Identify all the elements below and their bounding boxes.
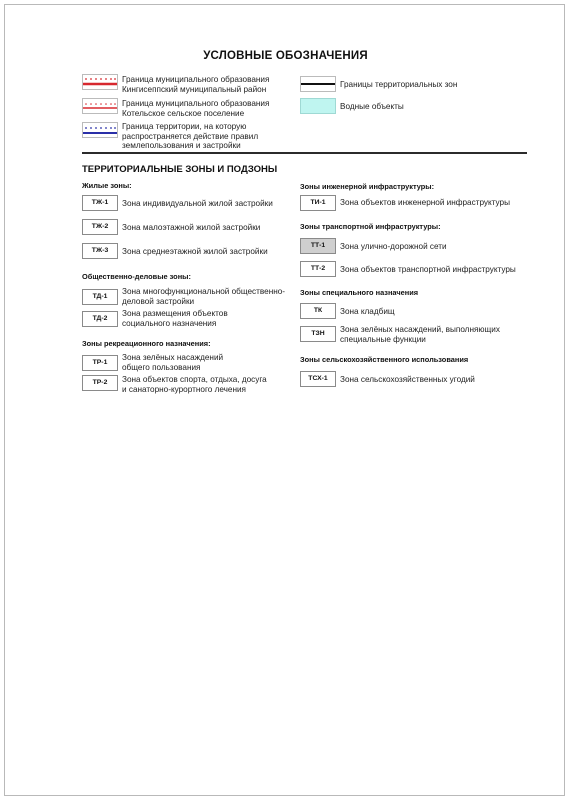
zone-description: Зона малоэтажной жилой застройки <box>122 223 261 232</box>
zone-description: Зона объектов инженерной инфраструктуры <box>340 198 510 207</box>
settlement-boundary-symbol <box>82 98 118 114</box>
zone-description: Зона размещения объектов социального назначения <box>122 309 228 328</box>
zone-description: Зона многофункциональной общественно- деловой застройки <box>122 287 286 306</box>
zone-description: Зона зелёных насаждений, выполняющих специальные функции <box>340 325 500 344</box>
group-heading: Зоны рекреационного назначения: <box>82 339 211 348</box>
group-heading: Жилые зоны: <box>82 181 132 190</box>
zone-code-box: ТЗН <box>300 326 336 342</box>
water-bodies-symbol <box>300 98 336 114</box>
pzz-territory-boundary-symbol <box>82 122 118 138</box>
zone-description: Зона кладбищ <box>340 307 395 316</box>
zone-code-box: ТР-2 <box>82 375 118 391</box>
section-divider <box>82 152 527 154</box>
zones-section-title: ТЕРРИТОРИАЛЬНЫЕ ЗОНЫ И ПОДЗОНЫ <box>82 164 278 175</box>
zone-code-box: ТТ-2 <box>300 261 336 277</box>
zone-code-box: ТИ-1 <box>300 195 336 211</box>
group-heading: Зоны транспортной инфраструктуры: <box>300 222 441 231</box>
zone-code-box: ТЖ-3 <box>82 243 118 259</box>
group-heading: Зоны сельскохозяйственного использования <box>300 355 469 364</box>
zone-code-box: ТЖ-1 <box>82 195 118 211</box>
zone-code-box: ТД-1 <box>82 289 118 305</box>
legend-item-label: Водные объекты <box>340 102 404 111</box>
zone-description: Зона индивидуальной жилой застройки <box>122 199 273 208</box>
zone-code-box: ТР-1 <box>82 355 118 371</box>
zone-code-box: ТСХ-1 <box>300 371 336 387</box>
legend-item-label: Граница территории, на которую распространяется действие правил землепользования и застройки <box>122 122 259 150</box>
legend-item-label: Граница муниципального образования Кингисеппский муниципальный район <box>122 75 270 94</box>
territorial-zone-boundary-symbol <box>300 76 336 92</box>
zone-code-box: ТЖ-2 <box>82 219 118 235</box>
zone-description: Зона сельскохозяйственных угодий <box>340 375 475 384</box>
zone-description: Зона объектов спорта, отдыха, досуга и санаторно-курортного лечения <box>122 375 267 394</box>
legend-item-label: Границы территориальных зон <box>340 80 458 89</box>
group-heading: Общественно-деловые зоны: <box>82 272 191 281</box>
zone-description: Зона объектов транспортной инфраструктуры <box>340 265 516 274</box>
group-heading: Зоны специального назначения <box>300 288 419 297</box>
zone-description: Зона среднеэтажной жилой застройки <box>122 247 268 256</box>
legend-title: УСЛОВНЫЕ ОБОЗНАЧЕНИЯ <box>203 50 368 62</box>
group-heading: Зоны инженерной инфраструктуры: <box>300 182 435 191</box>
municipal-district-boundary-symbol <box>82 74 118 90</box>
legend-item-label: Граница муниципального образования Котельское сельское поселение <box>122 99 270 118</box>
zone-code-box: ТК <box>300 303 336 319</box>
zone-code-box: ТТ-1 <box>300 238 336 254</box>
zone-description: Зона зелёных насаждений общего пользования <box>122 353 224 372</box>
zone-description: Зона улично-дорожной сети <box>340 242 447 251</box>
zone-code-box: ТД-2 <box>82 311 118 327</box>
